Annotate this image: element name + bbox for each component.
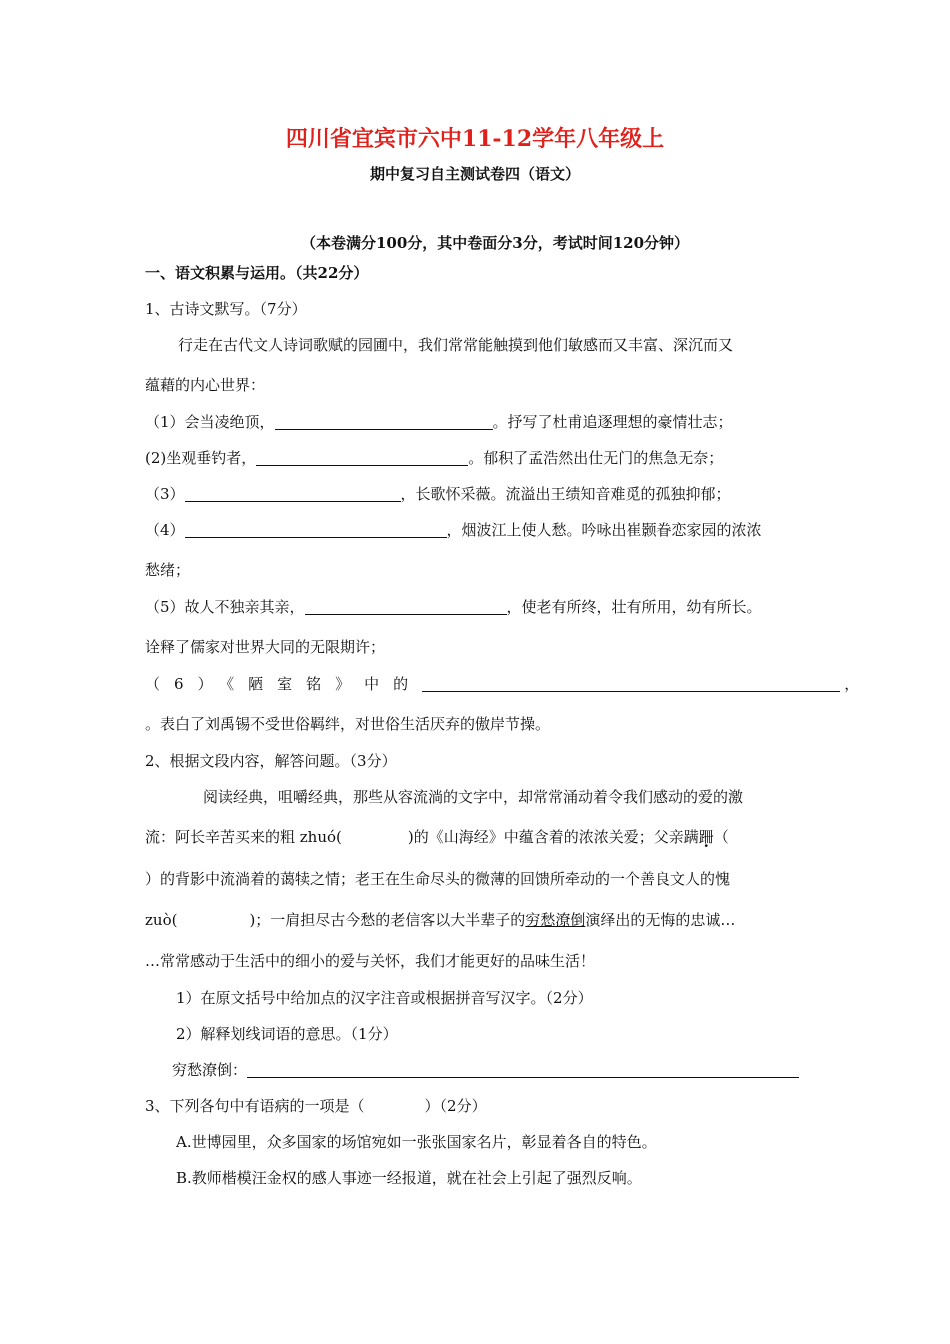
q2-paragraph-line2 (145, 827, 810, 847)
q1-item3-post: ，长歌怀采薇。流溢出王绩知音难觅的孤独抑郁； (400, 485, 731, 503)
q1-item6-char: （ (145, 675, 161, 693)
exam-note: （本卷满分100分，其中卷面分3分，考试时间120分钟） (300, 234, 690, 252)
q1-intro-line1: 行走在古代文人诗词歌赋的园圃中，我们常常能触摸到他们敏感而又丰富、深沉而又 (178, 336, 734, 354)
q3-option-b: B.教师楷模汪金权的感人事迹一经报道，就在社会上引起了强烈反响。 (176, 1169, 642, 1187)
q1-item1 (145, 412, 810, 432)
q2-paragraph-line5: …常常感动于生活中的细小的爱与关怀，我们才能更好的品味生活！ (145, 952, 596, 970)
section1-heading: 一、语文积累与运用。（共22分） (145, 264, 369, 282)
q1-item2 (145, 448, 810, 468)
q1-label: 1、古诗文默写。（7分） (145, 300, 307, 318)
q2-sub2: 2）解释划线词语的意思。（1分） (176, 1025, 398, 1043)
q1-item4-pre: （4） (145, 521, 185, 539)
q1-item5-pre: （5）故人不独亲其亲， (145, 598, 305, 616)
q3-option-a: A.世博园里，众多国家的场馆宛如一张张国家名片，彰显着各自的特色。 (176, 1133, 657, 1151)
q1-item6-char: 中 (364, 675, 380, 693)
q1-item4-blank[interactable] (185, 521, 447, 538)
q2-line2-part: 流：阿长辛苦买来的粗 zhuó( (145, 828, 342, 846)
q3-label-part: 3、下列各句中有语病的一项是（ (145, 1097, 365, 1115)
q2-sub1: 1）在原文括号中给加点的汉字注音或根据拼音写汉字。（2分） (176, 989, 593, 1007)
q2-line2-part: )的《山海经》中蕴含着的浓浓关爱；父亲蹒 (407, 828, 699, 846)
q1-item6-char: 的 (393, 675, 409, 693)
q1-item6-char: 陋 (248, 675, 264, 693)
q1-item6-char: 《 (226, 675, 235, 693)
q2-line2-part: （ (713, 828, 729, 846)
q1-item5-blank[interactable] (305, 598, 507, 615)
q1-item6-post: ， (844, 675, 860, 693)
q1-item4-cont: 愁绪； (145, 561, 191, 579)
q1-intro-line2: 蕴藉的内心世界： (145, 376, 266, 394)
q3-label (145, 1096, 810, 1116)
q1-item4 (145, 520, 810, 540)
q1-item2-blank[interactable] (256, 449, 468, 466)
exam-title: 四川省宜宾市六中11-12学年八年级上 (285, 126, 665, 152)
q2-sub2-answer (172, 1060, 812, 1080)
q1-item3 (145, 484, 810, 504)
q2-paragraph-line3: ）的背影中流淌着的蔼犊之情；老王在生命尽头的微薄的回馈所牵动的一个善良文人的愧 (145, 870, 731, 888)
q1-item3-pre: （3） (145, 485, 185, 503)
q2-line4-part: )；一肩担尽古今愁的老信客以大半辈子的 (249, 911, 526, 929)
q1-item2-post: 。郁积了孟浩然出仕无门的焦急无奈； (468, 449, 724, 467)
q2-answer-label: 穷愁潦倒： (172, 1061, 248, 1079)
q1-item2-pre: (2)坐观垂钓者， (145, 449, 257, 467)
q1-item5-post: ，使老有所终，壮有所用，幼有所长。 (506, 598, 762, 616)
q1-item6-char: ） (197, 675, 213, 693)
q1-item5-cont: 诠释了儒家对世界大同的无限期许； (145, 638, 386, 656)
q1-item6-char: 》 (335, 675, 351, 693)
q2-answer-blank[interactable] (247, 1061, 799, 1078)
q1-item3-blank[interactable] (185, 485, 401, 502)
q2-dotted-char: 跚 (698, 828, 714, 846)
q1-item4-post: ，烟波江上使人愁。吟咏出崔颢眷恋家园的浓浓 (446, 521, 762, 539)
q1-item6-char: 室 (277, 675, 293, 693)
q1-item6-blank[interactable] (422, 675, 840, 692)
q3-label-part: ）（2分） (424, 1097, 487, 1115)
q2-paragraph-line1: 阅读经典，咀嚼经典，那些从容流淌的文字中，却常常涌动着令我们感动的爱的激 (203, 788, 744, 806)
q1-item6 (145, 674, 860, 694)
q1-item1-post: 。抒写了杜甫追逐理想的豪情壮志； (492, 413, 733, 431)
q2-line4-part: zuò( (145, 911, 178, 929)
q1-item1-pre: （1）会当凌绝顶， (145, 413, 275, 431)
q2-line4-part: 演绎出的无悔的忠诚… (585, 911, 736, 929)
q1-item5 (145, 597, 810, 617)
q1-item6-char: 6 (174, 675, 184, 693)
q2-label: 2、根据文段内容，解答问题。（3分） (145, 752, 397, 770)
q1-item6-cont: 。表白了刘禹锡不受世俗羁绊，对世俗生活厌弃的傲岸节操。 (145, 715, 551, 733)
q1-item1-blank[interactable] (275, 413, 493, 430)
q2-paragraph-line4 (145, 910, 810, 930)
q1-item6-char: 铭 (306, 675, 322, 693)
q2-underlined-phrase: 穷愁潦倒 (525, 911, 586, 929)
exam-subtitle: 期中复习自主测试卷四（语文） (369, 165, 580, 183)
